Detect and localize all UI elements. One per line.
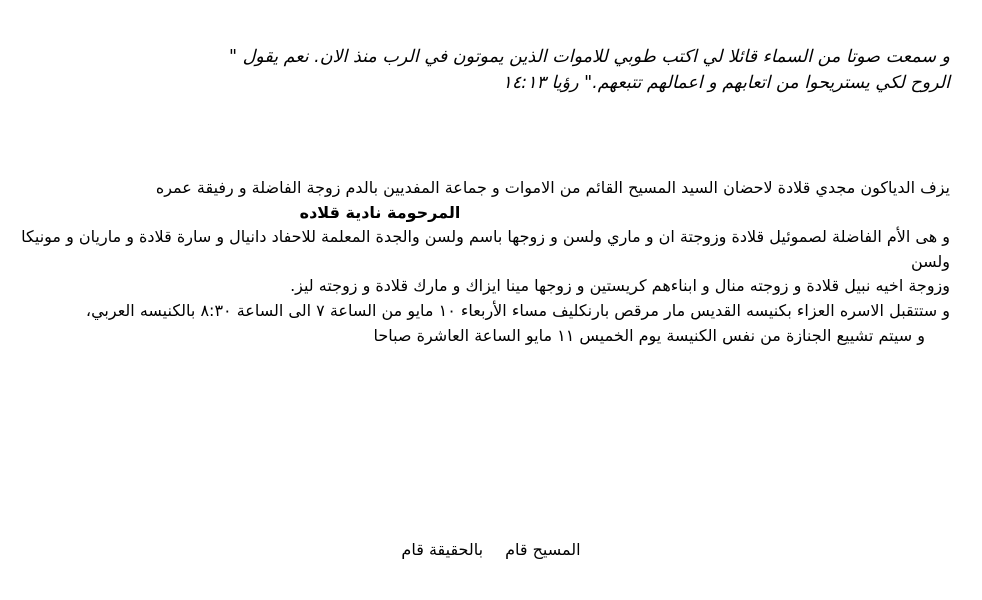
family-paragraph: و هى الأم الفاضلة لصموئيل قلادة وزوجتة ان و ماري ولسن و زوجها باسم ولسن والجدة المعلمة للاحفاد دانيال و سارة قلادة و ماريان و مونيكا ولسن (21, 227, 950, 271)
scripture-verse (30, 44, 950, 96)
deceased-name: المرحومة نادية قلاده (299, 202, 461, 222)
closing-part-1: المسيح قام (505, 540, 581, 559)
siblings-paragraph: وزوجة اخيه نبيل قلادة و زوجته منال و ابناءهم كريستين و زوجها مينا ايزاك و مارك قلادة و زوجته ليز. (290, 276, 950, 296)
closing-part-2: بالحقيقة قام (401, 540, 484, 559)
condolences-paragraph: و ستتقبل الاسره العزاء بكنيسه القديس مار مرقص بارنكليف مساء الأربعاء ١٠ مايو من الساعة ٧ الى الساعة ٨:٣٠ بالكنيسه العربي، (85, 300, 950, 320)
obituary-announcement (20, 176, 950, 348)
funeral-paragraph: و سيتم تشييع الجنازة من نفس الكنيسة يوم الخميس ١١ مايو الساعة العاشرة صباحا (373, 325, 925, 345)
closing-greeting (0, 538, 982, 562)
announcement-intro: يزف الدياكون مجدي قلادة لاحضان السيد المسيح القائم من الاموات و جماعة المفديين بالدم زوجة الفاضلة و رفيقة عمره (155, 178, 950, 197)
verse-line-1: و سمعت صوتا من السماء قائلا لي اكتب طوبي للاموات الذين يموتون في الرب منذ الان. نعم يقول " (228, 47, 950, 67)
verse-line-2: الروح لكي يستريحوا من اتعابهم و اعمالهم تتبعهم." رؤيا ١٤:١٣ (502, 73, 950, 93)
